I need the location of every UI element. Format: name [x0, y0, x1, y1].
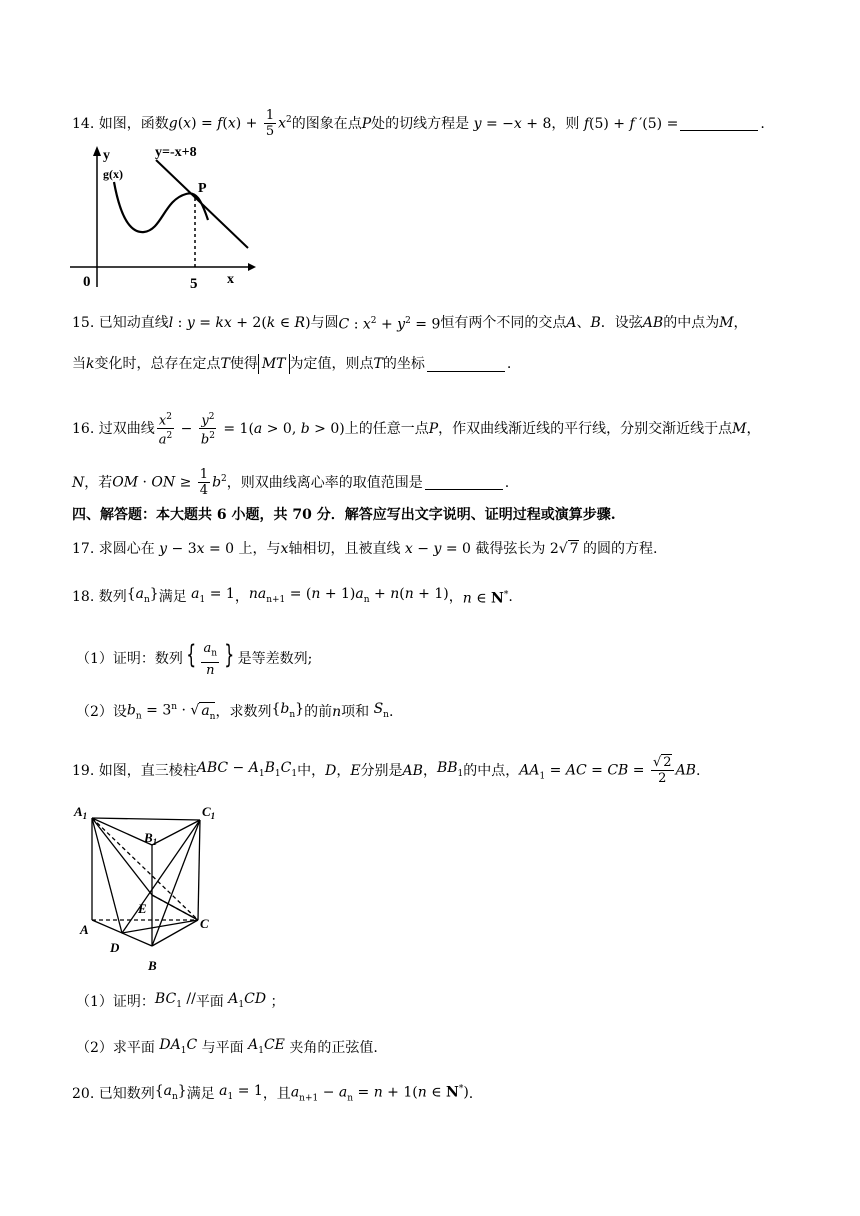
plane-a1cd: $A_1CD$: [228, 991, 267, 1010]
question-19-line: [72, 755, 700, 786]
q14-tangent-eq: y = −x + 8: [473, 115, 552, 132]
q15-text-5: ．设弦: [600, 314, 643, 331]
question-15-line-2: [72, 354, 511, 374]
q15-text-6: 的中点为: [663, 314, 720, 331]
point-a: A: [566, 314, 577, 331]
label-b1: $B_1$: [144, 830, 158, 847]
q15-answer-blank[interactable]: [427, 357, 505, 372]
q19-end: .: [695, 762, 701, 779]
q19-p1-text-b: 平面: [195, 993, 224, 1010]
q16-answer-blank[interactable]: [425, 475, 503, 490]
label-c: C: [200, 916, 209, 931]
point-t-2: T: [373, 356, 383, 372]
q15-number: 15.: [72, 314, 95, 331]
prism-figure-svg: [72, 800, 232, 980]
n-domain: n ∈ N*: [462, 590, 509, 607]
five-label: 5: [190, 276, 198, 292]
var-n: n: [332, 703, 342, 720]
q20-text-1: 已知数列: [98, 1085, 155, 1102]
prism-name: ABC − $A_1B_1C_1$: [196, 759, 298, 779]
q16-line2-b: ，则双曲线离心率的取值范围是: [226, 474, 423, 491]
q18-end: .: [508, 588, 513, 605]
q15-text-7: ，: [733, 314, 748, 331]
curve-g: [114, 182, 208, 232]
var-x: x: [280, 541, 289, 557]
q18-p1-text-b: 是等差数列;: [237, 651, 313, 668]
question-16-line-2: [72, 467, 509, 498]
q17-text-3: 轴相切，且被直线: [288, 541, 401, 557]
segment-bb1: $BB_1$: [436, 759, 464, 779]
q19-text-6: 的中点，: [463, 762, 520, 779]
origin-label: 0: [83, 274, 91, 290]
question-19-part-2: [76, 1035, 378, 1061]
q17-number: 17.: [72, 541, 95, 557]
question-14-line: [72, 108, 765, 139]
q18-p2-text-c: 的前: [304, 703, 333, 720]
q18-p2-text-b: ，求数列: [215, 703, 272, 720]
question-18-part-1: [76, 641, 312, 678]
q20-text-3: ，且: [262, 1085, 291, 1102]
q14-expression: f(5) + f ′(5): [583, 115, 667, 132]
q16-number: 16.: [72, 420, 95, 437]
plane-da1c: $DA_1C$: [159, 1037, 198, 1056]
a1-condition: $a_1 = 1$: [191, 586, 235, 605]
q17-text-4: 截得弦长为: [475, 541, 546, 557]
label-a: A: [80, 922, 89, 937]
q16-text-2: 上的任意一点: [344, 420, 429, 437]
point-t: T: [220, 356, 230, 372]
q19-p1-text-a: （1）证明：: [76, 993, 155, 1010]
q15-text-3: 恒有两个不同的交点: [440, 314, 567, 331]
sequence-an: $\{a_n\}$: [126, 586, 159, 605]
q15-line2-e: 的坐标: [382, 356, 425, 372]
x-axis-label: x: [227, 272, 234, 287]
q20-number: 20.: [72, 1085, 95, 1102]
q15-line2-b: 变化时，总存在定点: [94, 356, 221, 372]
question-18-part-2: [76, 697, 393, 726]
prism-figure: [72, 800, 232, 984]
q16-line2-a: ，若: [84, 474, 113, 491]
plane-a1ce: $A_1CE$: [248, 1037, 285, 1056]
q19-text-4: 分别是: [360, 762, 403, 779]
y-axis-arrow: [93, 146, 101, 156]
question-20-line: [72, 1079, 473, 1108]
var-k: k: [86, 356, 95, 372]
chord-ab: AB: [642, 314, 664, 331]
line-l-formula: l : y = kx + 2(k ∈ R): [168, 314, 311, 331]
q19-p2-text-a: （2）求平面: [76, 1039, 155, 1056]
difference-formula: $a_{n+1} - a_n = n + 1(n$ ∈ N*): [290, 1084, 469, 1104]
point-e: E: [350, 762, 361, 779]
q16-end: .: [504, 474, 510, 491]
y-axis-label: y: [103, 148, 110, 163]
section-4-heading: 四、解答题：本大题共 6 小题，共 70 分．解答应写出文字说明、证明过程或演算步骤.: [72, 507, 616, 523]
q14-text-4: ，则: [551, 115, 580, 132]
q19-text-5: ，: [422, 762, 437, 779]
question-16-line-1: [72, 410, 760, 448]
point-p-16: P: [428, 420, 439, 437]
point-m: M: [719, 314, 734, 331]
label-a1: $A_1$: [74, 804, 88, 821]
question-17-line: [72, 539, 657, 559]
label-c1: $C_1$: [202, 804, 216, 821]
a1-condition-20: $a_1 = 1$: [219, 1082, 263, 1102]
g-label: g(x): [103, 167, 123, 181]
q15-line2-a: 当: [72, 356, 86, 372]
point-n: N: [72, 474, 85, 491]
q19-text-1: 如图，直三棱柱: [98, 762, 197, 779]
q14-end: .: [760, 115, 765, 132]
q15-text-1: 已知动直线: [98, 314, 169, 331]
point-m-16: M: [732, 420, 747, 437]
sequence-an-over-n: { $\frac{a_n}{n}$ }: [186, 640, 235, 678]
p-label: P: [198, 181, 207, 196]
q14-graph-svg: [68, 142, 258, 292]
q14-answer-blank[interactable]: [680, 116, 758, 131]
q14-number: 14.: [72, 115, 95, 132]
q18-text-2: 满足: [158, 588, 187, 605]
q15-text-2: 与圆: [310, 314, 339, 331]
q19-p2-text-c: 夹角的正弦值.: [289, 1039, 378, 1056]
q16-text-3: ，作双曲线渐近线的平行线，分别交渐近线于点: [438, 420, 733, 437]
q17-text-1: 求圆心在: [98, 541, 155, 557]
x-axis-arrow: [248, 263, 256, 271]
tangent-label: y=-x+8: [155, 145, 197, 160]
label-b: B: [148, 958, 157, 973]
q18-text-1: 数列: [98, 588, 127, 605]
question-15-line-1: [72, 311, 748, 335]
q15-end: .: [506, 356, 512, 372]
recurrence-formula: $na_{n+1} = (n + 1)a_n + n(n + 1)$: [248, 586, 449, 605]
q18-number: 18.: [72, 588, 95, 605]
q17-text-2: 上，与: [238, 541, 281, 557]
q19-p2-text-b: 与平面: [201, 1039, 244, 1056]
q14-graph: [68, 142, 258, 296]
sequence-an-20: $\{a_n\}$: [154, 1082, 187, 1102]
q14-equals: =: [666, 115, 679, 132]
circle-c-formula: C : $x^2 + y^2 = 9$: [338, 316, 441, 333]
length-condition: $AA_1$ = AC = CB = $\frac{√ 2}{2}$ AB: [519, 755, 696, 786]
bn-formula: $b_n = 3^n$ · √ $a_n$: [126, 702, 216, 722]
point-b: B: [590, 314, 601, 331]
q19-text-2: 中，: [297, 762, 326, 779]
dot-product-condition: OM · ON ≥ $\frac{1}{4}$ $b^2$: [112, 467, 227, 498]
sequence-bn: $\{b_n\}$: [271, 700, 305, 720]
q19-text-3: ，: [336, 762, 351, 779]
q20-text-2: 满足: [186, 1085, 215, 1102]
chord-line-formula: x − y = 0: [404, 541, 476, 557]
q18-p2-text-d: 项和: [341, 703, 370, 720]
q15-line2-c: 使得: [229, 356, 258, 372]
point-p: P: [361, 115, 372, 132]
hyperbola-formula: $\frac{x^2}{a^2}$ − $\frac{y^2}{b^2}$ = 1(a > 0, b > 0): [158, 412, 345, 448]
label-d: D: [110, 940, 120, 955]
question-19-part-1: [76, 989, 285, 1015]
q14-text-3: 处的切线方程是: [371, 115, 470, 132]
q18-text-4: ，: [448, 588, 463, 605]
q16-text-4: ，: [746, 420, 761, 437]
label-e: E: [138, 901, 147, 916]
chord-length: 2√ 7: [545, 541, 579, 557]
q18-p2-end: .: [388, 703, 394, 720]
q16-text-1: 过双曲线: [98, 420, 155, 437]
q18-text-3: ，: [234, 588, 249, 605]
q14-text-2: 的图象在点: [291, 115, 362, 132]
question-18-line: [72, 584, 513, 610]
q20-end: .: [468, 1085, 474, 1102]
sum-sn: $S_n$: [373, 700, 389, 720]
abs-mt: MT: [258, 354, 290, 374]
fraction-one-fifth: $\frac{1}{5}$: [265, 108, 275, 139]
q15-text-4: 、: [576, 314, 591, 331]
q18-p1-text-a: （1）证明：数列: [76, 651, 183, 668]
q15-line2-d: 为定值，则点: [289, 356, 374, 372]
segment-bc1: $BC_1$ //: [154, 991, 196, 1010]
segment-ab: AB: [402, 762, 423, 779]
q14-text-1: 如图，函数: [98, 115, 169, 132]
center-line-formula: y − 3x = 0: [159, 541, 239, 557]
q19-number: 19.: [72, 762, 95, 779]
point-d: D: [325, 762, 337, 779]
q19-p1-text-c: ；: [270, 993, 285, 1010]
q17-text-5: 的圆的方程.: [583, 541, 658, 557]
q18-p2-text-a: （2）设: [76, 703, 127, 720]
q14-formula-g: g(x) = f(x) + $\frac{1}{5}$ $x^2$: [168, 108, 292, 139]
